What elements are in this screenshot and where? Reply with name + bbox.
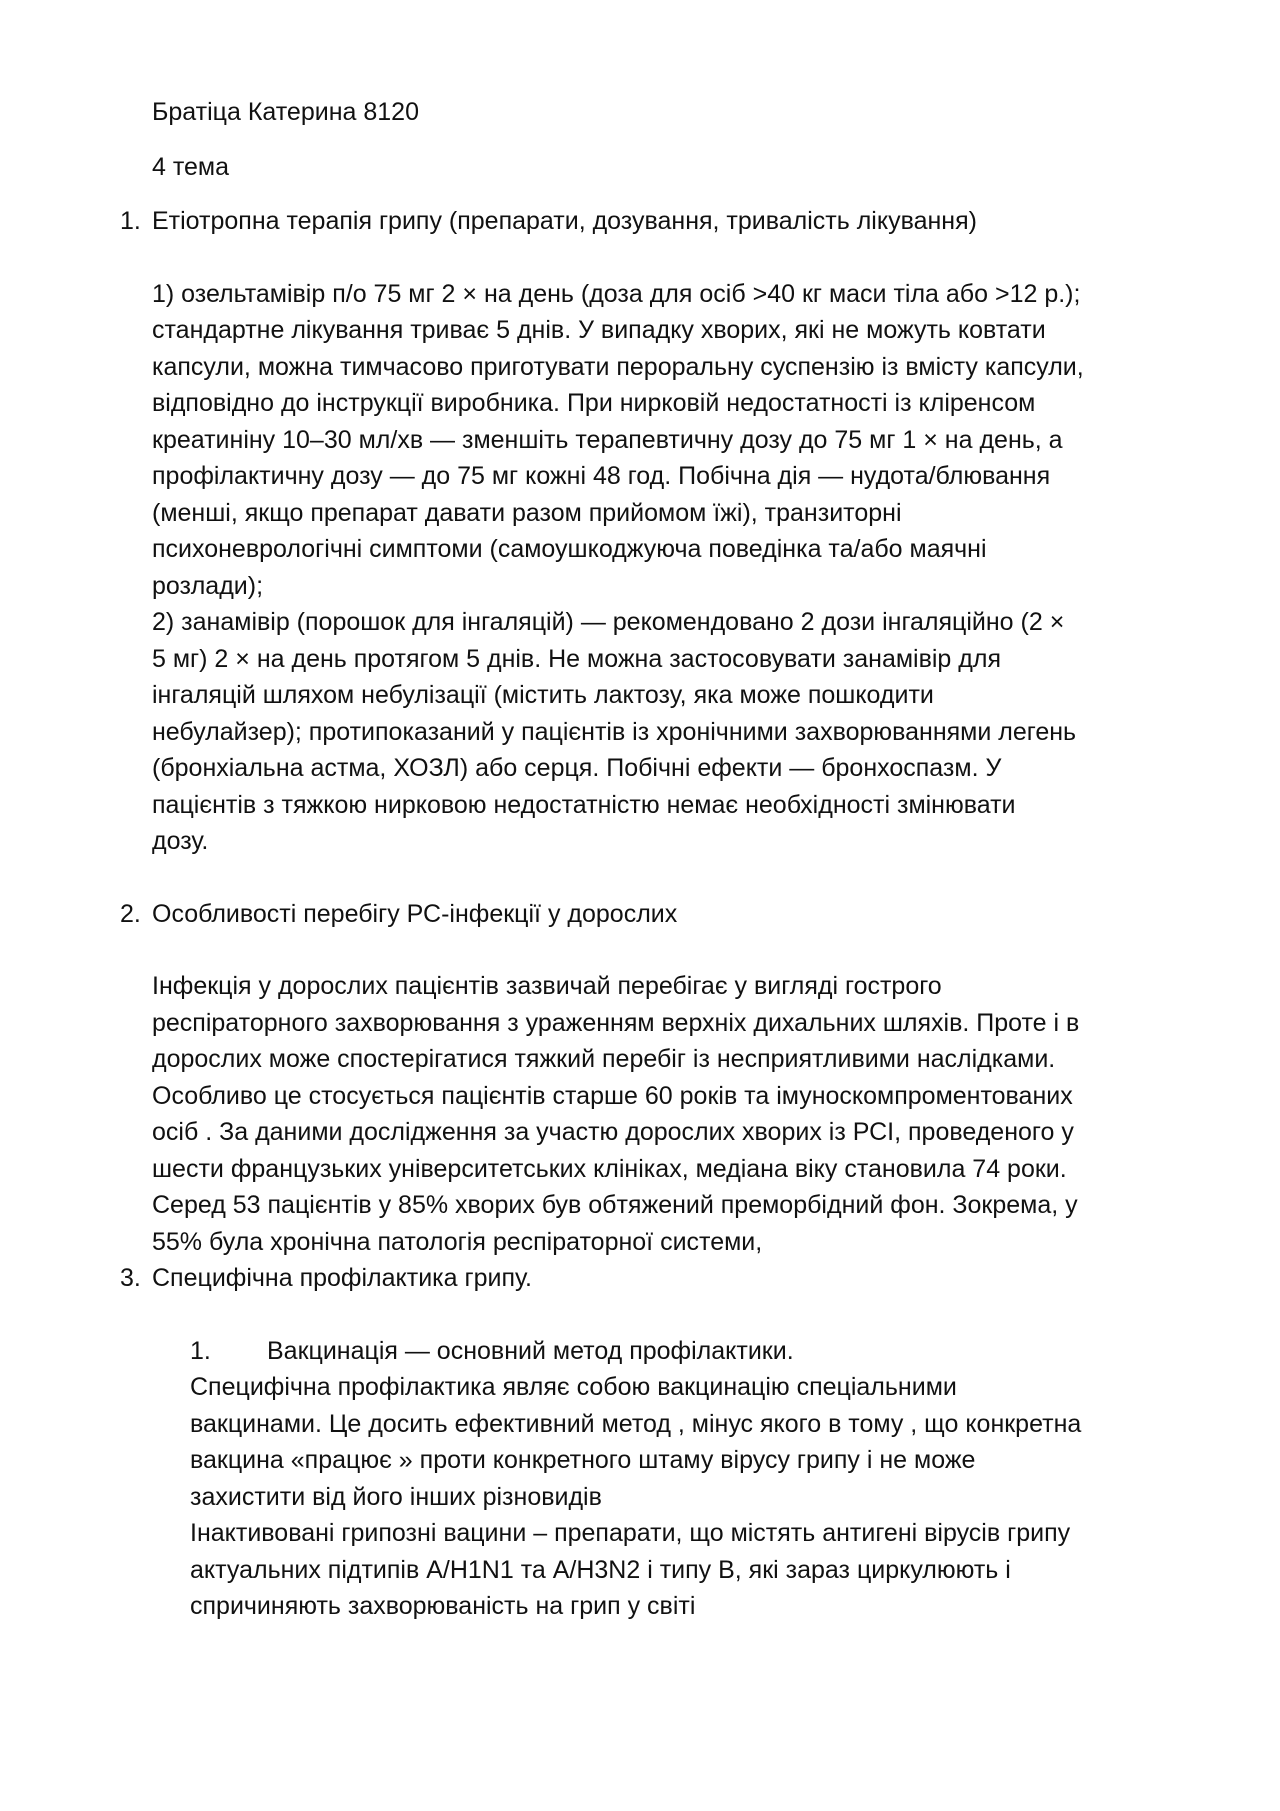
section-body — [152, 276, 1192, 860]
text-line: вакцинами. Це досить ефективний метод , мінус якого в тому , що конкретна — [190, 1409, 1082, 1438]
subsection-title: Вакцинація — основний метод профілактики. — [267, 1336, 794, 1365]
text-line: стандартне лікування триває 5 днів. У випадку хворих, які не можуть ковтати — [152, 316, 1046, 344]
text-line: спричиняють захворюваність на грип у світі — [190, 1592, 696, 1620]
text-line: Серед 53 пацієнтів у 85% хворих був обтяжений преморбідний фон. Зокрема, у — [152, 1191, 1078, 1219]
text-line: Інактивовані грипозні вацини – препарати, що містять антигені вірусів грипу — [190, 1519, 1071, 1547]
text-line: креатиніну 10–30 мл/хв — зменшіть терапевтичну дозу до 75 мг 1 × на день, а — [152, 425, 1063, 454]
subsection-number: 1. — [190, 1336, 211, 1365]
section-number: 2. — [120, 899, 141, 928]
text-line: захистити від його інших різновидів — [190, 1482, 602, 1511]
text-line: профілактичну дозу — до 75 мг кожні 48 год. Побічна дія — нудота/блювання — [152, 462, 1051, 490]
subsection-heading — [190, 1333, 1192, 1370]
text-line: вакцина «працює » проти конкретного штаму вірусу грипу і не може — [190, 1446, 976, 1474]
text-line: респіраторного захворювання з ураженням верхніх дихальних шляхів. Проте і в — [152, 1008, 1080, 1037]
section-title: Особливості перебігу РС-інфекції у дорослих — [152, 899, 678, 928]
author-line: Братіца Катерина 8120 — [152, 98, 419, 126]
topic-line: 4 тема — [152, 152, 230, 181]
text-line: (менші, якщо препарат давати разом прийомом їжі), транзиторні — [152, 498, 902, 527]
section-number: 1. — [120, 207, 141, 235]
text-line: розлади); — [152, 571, 264, 600]
text-line: Специфічна профілактика являє собою вакцинацію спеціальними — [190, 1373, 957, 1401]
section-number: 3. — [120, 1264, 141, 1292]
subsection — [152, 1333, 1192, 1625]
text-line: дорослих може спостерігатися тяжкий перебіг із несприятливими наслідками. — [152, 1045, 1056, 1073]
text-line: небулайзер); протипоказаний у пацієнтів із хронічними захворюваннями легень — [152, 717, 1077, 746]
text-line: 2) занамівір (порошок для інгаляцій) — рекомендовано 2 дози інгаляційно (2 × — [152, 608, 1065, 636]
document-body — [120, 94, 1192, 1625]
text-line: 5 мг) 2 × на день протягом 5 днів. Не можна застосовувати занамівір для — [152, 644, 1001, 673]
text-line: психоневрологічні симптоми (самоушкоджуюча поведінка та/або маячні — [152, 535, 987, 563]
text-line: капсули, можна тимчасово приготувати пероральну суспензію із вмісту капсули, — [152, 352, 1084, 381]
text-line: Інфекція у дорослих пацієнтів зазвичай перебігає у вигляді гострого — [152, 972, 942, 1000]
section-1 — [120, 203, 1192, 860]
section-title: Специфічна профілактика грипу. — [152, 1264, 532, 1292]
text-line: осіб . За даними дослідження за участю дорослих хворих із РСІ, проведеного у — [152, 1118, 1074, 1146]
section-body — [152, 968, 1192, 1260]
text-line: (бронхіальна астма, ХОЗЛ) або серця. Побічні ефекти — бронхоспазм. У — [152, 754, 1002, 782]
text-line: 1) озельтамівір п/о 75 мг 2 × на день (доза для осіб >40 кг маси тіла або >12 р.); — [152, 279, 1081, 308]
section-2 — [120, 896, 1192, 1261]
section-3 — [120, 1260, 1192, 1625]
text-line: Особливо це стосується пацієнтів старше 60 років та імуноскомпроментованих — [152, 1081, 1073, 1110]
text-line: 55% була хронічна патологія респіраторної системи, — [152, 1227, 763, 1256]
section-title: Етіотропна терапія грипу (препарати, дозування, тривалість лікування) — [152, 207, 977, 235]
text-line: пацієнтів з тяжкою нирковою недостатністю немає необхідності змінювати — [152, 790, 1016, 819]
text-line: актуальних підтипів A/H1N1 та A/H3N2 і типу B, які зараз циркулюють і — [190, 1555, 1011, 1584]
text-line: інгаляцій шляхом небулізації (містить лактозу, яка може пошкодити — [152, 681, 934, 709]
text-line: відповідно до інструкції виробника. При нирковій недостатності із кліренсом — [152, 389, 1036, 417]
text-line: шести французьких університетських клініках, медіана віку становила 74 роки. — [152, 1154, 1067, 1183]
text-line: дозу. — [152, 827, 209, 855]
